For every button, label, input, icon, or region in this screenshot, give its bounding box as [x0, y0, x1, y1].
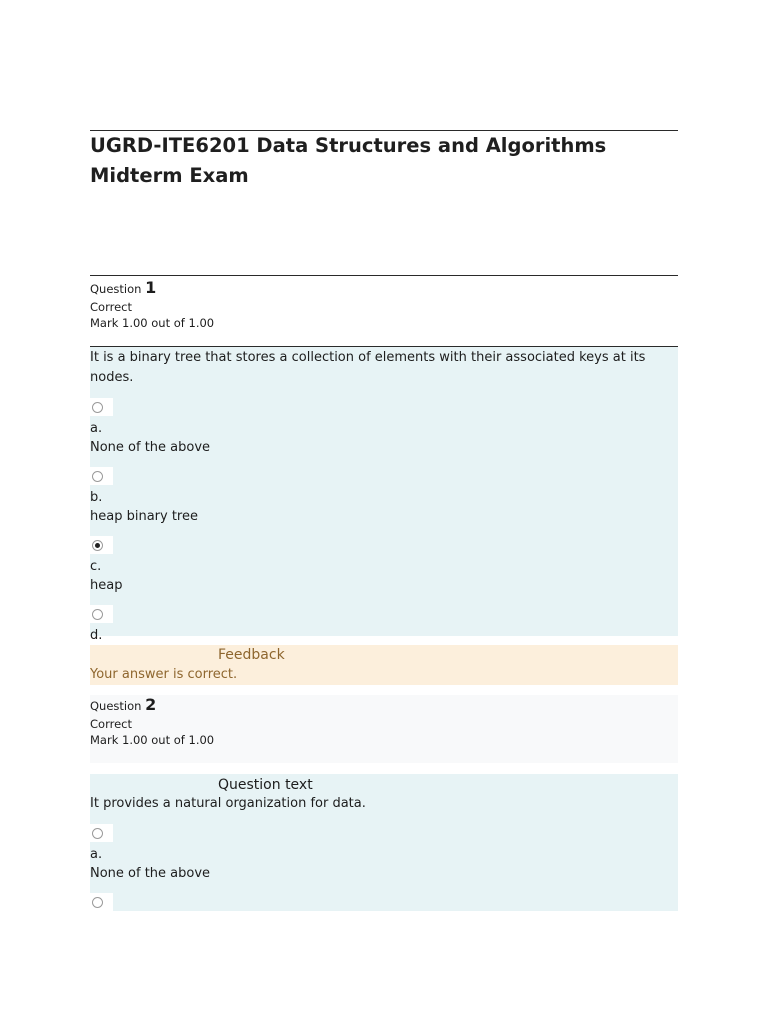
question-1-number-line	[90, 278, 678, 297]
question-2-text-heading: Question text	[218, 777, 313, 793]
option-a-letter: a.	[90, 421, 103, 436]
option-d-radio-cell[interactable]	[90, 605, 113, 623]
question-1-info	[90, 278, 678, 331]
question-1-number: 1	[145, 278, 157, 297]
question-2-formulation	[90, 774, 678, 911]
q2-option-b-radio-cell[interactable]	[90, 893, 113, 911]
question-1-label: Question	[90, 282, 142, 296]
option-b[interactable]	[90, 467, 678, 526]
option-c-letter: c.	[90, 559, 102, 574]
feedback-text: Your answer is correct.	[90, 667, 238, 682]
question-1-state: Correct	[90, 300, 132, 314]
question-1-text: It is a binary tree that stores a collection of elements with their associated keys at its nodes.	[90, 350, 646, 385]
question-1-mark: Mark 1.00 out of 1.00	[90, 316, 215, 330]
option-a-radio-cell[interactable]	[90, 398, 113, 416]
option-c-text: heap	[90, 578, 123, 593]
option-b-radio[interactable]	[92, 471, 103, 482]
q2-option-a-letter: a.	[90, 847, 103, 862]
question-2-label: Question	[90, 699, 142, 713]
question-2-info	[90, 695, 678, 763]
option-c-radio-cell[interactable]	[90, 536, 113, 554]
question-2-state: Correct	[90, 717, 132, 731]
q2-option-a-radio-cell[interactable]	[90, 824, 113, 842]
q2-option-b-radio[interactable]	[92, 897, 103, 908]
question-2-number: 2	[145, 695, 157, 714]
option-c[interactable]	[90, 536, 678, 595]
option-d-radio[interactable]	[92, 609, 103, 620]
q2-option-b[interactable]	[90, 893, 678, 911]
question-1-formulation	[90, 347, 678, 643]
question-2-text: It provides a natural organization for data.	[90, 796, 366, 811]
question-1-top-rule	[90, 275, 678, 276]
question-2-number-line	[90, 695, 678, 714]
option-a-radio[interactable]	[92, 402, 103, 413]
option-d-letter: d.	[90, 628, 103, 643]
option-b-radio-cell[interactable]	[90, 467, 113, 485]
q2-option-a[interactable]	[90, 824, 678, 883]
question-2-mark: Mark 1.00 out of 1.00	[90, 733, 215, 747]
option-c-radio-selected[interactable]	[92, 540, 103, 551]
page-title: UGRD-ITE6201 Data Structures and Algorithms Midterm Exam	[90, 134, 607, 187]
option-a-text: None of the above	[90, 440, 211, 455]
option-b-letter: b.	[90, 490, 103, 505]
q2-option-a-radio[interactable]	[92, 828, 103, 839]
feedback-heading: Feedback	[218, 647, 285, 663]
question-1-feedback	[90, 645, 678, 685]
q2-option-a-text: None of the above	[90, 866, 211, 881]
option-a[interactable]	[90, 398, 678, 457]
option-b-text: heap binary tree	[90, 509, 198, 524]
